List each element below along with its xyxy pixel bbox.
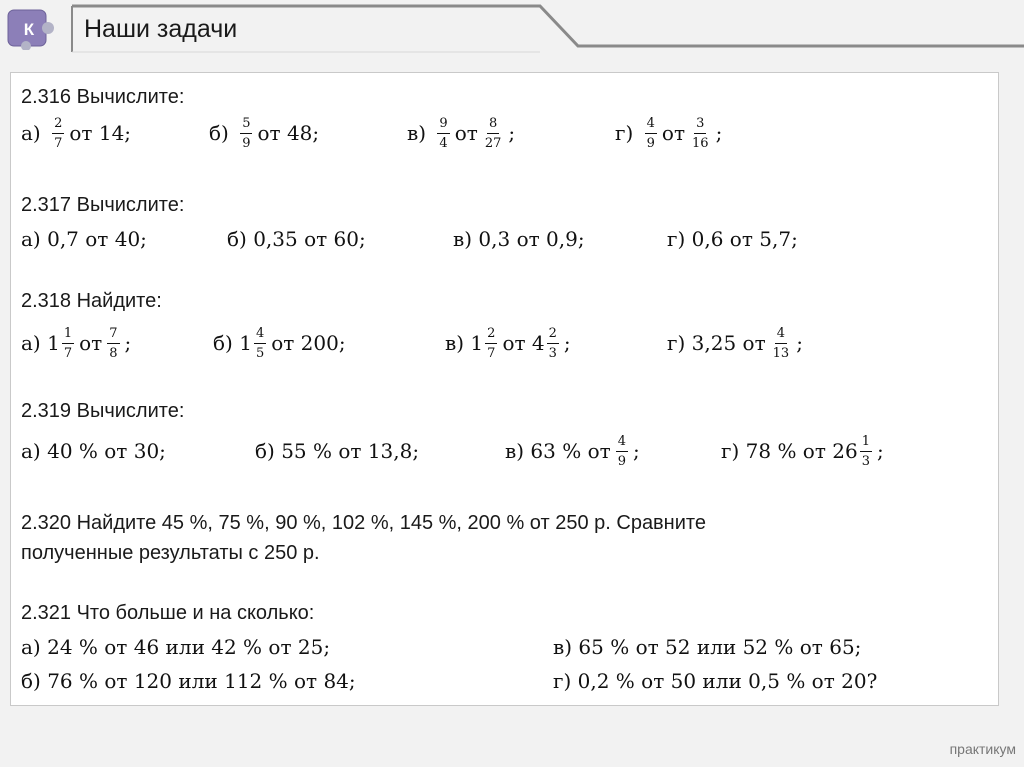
fraction-numerator: 1 xyxy=(62,326,74,344)
fraction-denominator: 16 xyxy=(692,135,709,151)
expression-text: 0,7 от 40; xyxy=(47,227,147,251)
task-item xyxy=(227,217,366,261)
expression-text: 63 % от xyxy=(530,439,611,463)
expression-text: ; xyxy=(124,331,132,355)
expression-text: ; xyxy=(877,439,884,463)
item-label: в) xyxy=(553,635,579,659)
fraction-denominator: 9 xyxy=(242,135,251,151)
fraction xyxy=(483,116,504,151)
item-label: б) xyxy=(209,121,236,145)
item-label: а) xyxy=(21,439,48,463)
item-label: в) xyxy=(445,331,471,355)
task-item xyxy=(209,111,319,155)
task-heading-2-317: 2.317 Вычислите: xyxy=(21,194,185,216)
fraction-denominator: 9 xyxy=(646,135,655,151)
fraction-denominator: 9 xyxy=(617,453,626,469)
fraction xyxy=(240,116,252,151)
fraction xyxy=(62,326,74,361)
task-row-2-319 xyxy=(11,429,998,473)
fraction xyxy=(52,116,64,151)
fraction-denominator: 7 xyxy=(487,345,496,361)
fraction-numerator: 2 xyxy=(547,326,559,344)
expression-text: от 200; xyxy=(271,331,346,355)
expression-text: от 48; xyxy=(257,121,320,145)
fraction-numerator: 2 xyxy=(485,326,497,344)
fraction-denominator: 8 xyxy=(109,345,118,361)
item-label: г) xyxy=(721,439,746,463)
item-label: б) xyxy=(213,331,240,355)
item-label: б) xyxy=(21,669,48,693)
expression-text: 65 % от 52 или 52 % от 65; xyxy=(578,635,862,659)
fraction-numerator: 7 xyxy=(107,326,119,344)
fraction-denominator: 5 xyxy=(255,345,265,361)
task-item xyxy=(21,429,166,473)
task-row-2-318 xyxy=(11,321,998,365)
expression-text: 1 xyxy=(47,331,60,355)
fraction xyxy=(254,326,266,361)
fraction xyxy=(107,326,119,361)
fraction xyxy=(547,326,559,361)
puzzle-logo-icon xyxy=(6,8,54,50)
task-heading-2-321: 2.321 Что больше и на сколько: xyxy=(21,602,315,624)
item-label: в) xyxy=(453,227,479,251)
task-item xyxy=(667,217,798,261)
item-label: а) xyxy=(21,121,48,145)
fraction-denominator: 3 xyxy=(861,453,871,469)
expression-text: 76 % от 120 или 112 % от 84; xyxy=(47,669,356,693)
fraction-numerator: 8 xyxy=(487,116,499,134)
task-item xyxy=(721,429,884,473)
fraction-numerator: 4 xyxy=(775,326,787,344)
fraction-denominator: 3 xyxy=(548,345,557,361)
expression-text: 40 % от 30; xyxy=(47,439,166,463)
fraction xyxy=(437,116,449,151)
expression-text: от xyxy=(454,121,478,145)
task-item xyxy=(453,217,585,261)
fraction xyxy=(771,326,792,361)
expression-text: ; xyxy=(796,331,803,355)
fraction-denominator: 13 xyxy=(772,345,790,361)
expression-text: ; xyxy=(632,439,640,463)
item-label: г) xyxy=(615,121,640,145)
task-heading-2-319: 2.319 Вычислите: xyxy=(21,400,185,422)
task-heading-2-316: 2.316 Вычислите: xyxy=(21,86,185,108)
item-label: б) xyxy=(227,227,254,251)
item-label: в) xyxy=(505,439,531,463)
fraction xyxy=(690,116,711,151)
fraction-numerator: 9 xyxy=(437,116,449,134)
expression-text: 78 % от 26 xyxy=(745,439,858,463)
footer-brand: практикум xyxy=(949,741,1016,757)
item-label: б) xyxy=(255,439,282,463)
fraction-numerator: 1 xyxy=(860,434,872,452)
fraction xyxy=(485,326,497,361)
fraction-numerator: 5 xyxy=(240,116,252,134)
task-heading-2-318: 2.318 Найдите: xyxy=(21,290,162,312)
expression-text: 0,2 % от 50 или 0,5 % от 20? xyxy=(577,669,878,693)
fraction-numerator: 3 xyxy=(694,116,706,134)
fraction xyxy=(860,434,872,469)
expression-text: от xyxy=(79,331,103,355)
expression-text: ; xyxy=(563,331,571,355)
item-label: г) xyxy=(667,227,692,251)
task-heading-2-320-line-1: 2.320 Найдите 45 %, 75 %, 90 %, 102 %, 145 %, 200 % от 250 р. Сравните xyxy=(21,512,706,534)
fraction xyxy=(616,434,628,469)
expression-text: ; xyxy=(715,121,723,145)
fraction-numerator: 4 xyxy=(616,434,628,452)
fraction-denominator: 7 xyxy=(54,135,63,151)
task-item xyxy=(445,321,571,365)
expression-text: ; xyxy=(508,121,516,145)
task-item xyxy=(213,321,346,365)
task-item xyxy=(553,659,877,703)
task-row-2-317 xyxy=(11,217,998,261)
fraction-numerator: 4 xyxy=(254,326,266,344)
expression-text: 3,25 от xyxy=(691,331,766,355)
item-label: г) xyxy=(667,331,692,355)
fraction-numerator: 4 xyxy=(645,116,657,134)
task-item xyxy=(21,321,131,365)
task-item xyxy=(21,217,147,261)
fraction-denominator: 7 xyxy=(63,345,73,361)
fraction xyxy=(645,116,657,151)
item-label: а) xyxy=(21,331,48,355)
fraction-denominator: 4 xyxy=(439,135,448,151)
expression-text: от 4 xyxy=(502,331,545,355)
expression-text: 0,6 от 5,7; xyxy=(691,227,798,251)
task-panel xyxy=(10,72,999,706)
item-label: а) xyxy=(21,227,48,251)
expression-text: от xyxy=(661,121,686,145)
logo-letter: К xyxy=(23,20,35,39)
task-row-2-316 xyxy=(11,111,998,155)
expression-text: 1 xyxy=(239,331,252,355)
item-label: г) xyxy=(553,669,578,693)
item-label: в) xyxy=(407,121,433,145)
task-item xyxy=(615,111,722,155)
task-item xyxy=(667,321,803,365)
task-item xyxy=(21,111,131,155)
expression-text: 0,3 от 0,9; xyxy=(478,227,585,251)
item-label: а) xyxy=(21,635,48,659)
page-title: Наши задачи xyxy=(84,15,238,43)
task-heading-2-320-line-2: полученные результаты с 250 р. xyxy=(21,542,320,564)
expression-text: от 14; xyxy=(69,121,132,145)
task-item xyxy=(505,429,640,473)
expression-text: 24 % от 46 или 42 % от 25; xyxy=(47,635,331,659)
task-item xyxy=(407,111,515,155)
fraction-numerator: 2 xyxy=(52,116,64,134)
task-item xyxy=(21,659,356,703)
expression-text: 0,35 от 60; xyxy=(253,227,366,251)
task-item xyxy=(255,429,419,473)
expression-text: 55 % от 13,8; xyxy=(281,439,420,463)
task-row-2-321-b xyxy=(11,659,998,703)
fraction-denominator: 27 xyxy=(484,135,502,151)
expression-text: 1 xyxy=(470,331,484,355)
